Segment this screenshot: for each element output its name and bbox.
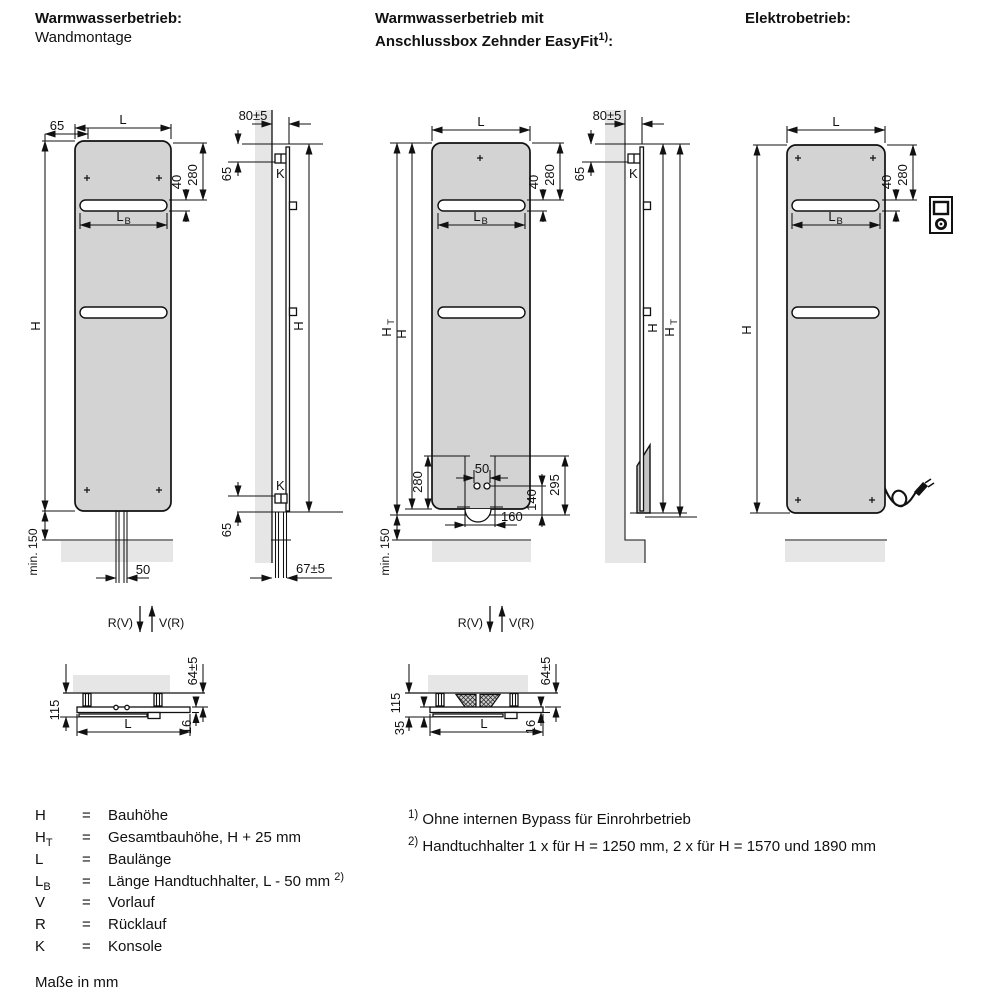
junction-box: [505, 713, 517, 719]
v1-dim-280: 280: [185, 164, 200, 186]
v1-dim-min150: min. 150: [26, 528, 40, 576]
flow-arrows-1: [108, 606, 185, 632]
header-2-line-1: Warmwasserbetrieb mit: [375, 10, 544, 27]
v2s-dim-H: H: [645, 323, 660, 333]
v1s-dim-67: 67±5: [296, 561, 325, 576]
footnote-1: $^{1)}$ Ohne internen Bypass für Einrohrbetrieb: [408, 809, 691, 828]
towel-bar-side: [644, 308, 651, 316]
legend-row-H: H = Bauhöhe: [35, 807, 169, 824]
legend-row-LB: $L_B$ = Länge Handtuchhalter, L - 50 mm $^{2)}$: [35, 871, 345, 893]
v1-flow-supply: V(R): [159, 616, 185, 630]
wall-band: [428, 675, 528, 692]
v2-dim-295: 295: [547, 474, 562, 496]
power-plug: [914, 482, 928, 496]
radiator-panel: [432, 143, 530, 509]
pipe-port: [125, 705, 129, 709]
v1-dim-40: 40: [169, 174, 184, 190]
s2-dim-64: 64±5: [538, 656, 553, 686]
v1-flow-return: R(V): [107, 616, 133, 630]
s2-dim-16: 16: [523, 719, 538, 735]
connection-port: [484, 483, 490, 489]
v1s-dim-H: H: [291, 321, 306, 331]
v2-dim-40: 40: [526, 174, 541, 190]
v2-dim-H: H: [394, 329, 409, 339]
bracket: [436, 694, 444, 707]
floor-band: [785, 541, 885, 562]
bracket: [83, 694, 91, 707]
pipe-port: [114, 705, 118, 709]
wall-band: [255, 110, 272, 563]
towel-bar-plan: [79, 714, 147, 717]
v2-dim-HT: H: [379, 327, 394, 337]
s1-dim-115: 115: [47, 699, 62, 721]
view2-side: [572, 108, 697, 563]
v2-dim-280-top: 280: [542, 164, 557, 186]
connection-dome: [465, 509, 491, 522]
view3-front: [739, 114, 952, 562]
towel-bar: [438, 200, 525, 211]
towel-bar-side: [290, 308, 297, 316]
junction-box: [148, 713, 160, 719]
v3-dim-L: L: [832, 114, 840, 129]
v3-dim-40: 40: [879, 174, 894, 190]
v1s-label-K-top: K: [276, 166, 285, 181]
v2-dim-140: 140: [524, 489, 539, 511]
v2-dim-LB: L: [473, 209, 481, 224]
v2s-dim-80: 80±5: [592, 108, 622, 123]
towel-bar-side: [644, 202, 651, 210]
v2-dim-50: 50: [474, 461, 490, 476]
v3-dim-LB: L: [828, 209, 836, 224]
v2-dim-min150: min. 150: [378, 528, 392, 576]
towel-bar: [80, 307, 167, 318]
v2-dim-L: L: [477, 114, 485, 129]
v1s-label-K-bottom: K: [276, 478, 285, 493]
section1-plan: [47, 657, 208, 736]
s1-dim-16: 16: [179, 719, 194, 735]
header-3-line-1: Elektrobetrieb:: [745, 10, 851, 27]
legend-row-R: R = Rücklauf: [35, 916, 167, 933]
connection-port: [474, 483, 480, 489]
v1s-dim-65-top: 65: [219, 166, 234, 182]
v2-dim-HT-sub: T: [386, 319, 397, 325]
v2s-label-K: K: [629, 166, 638, 181]
v3-dim-H: H: [739, 325, 754, 335]
v1s-dim-65-bottom: 65: [219, 522, 234, 538]
panel-plan: [430, 707, 543, 713]
v2-flow-supply: V(R): [509, 616, 535, 630]
flow-arrows-2: [458, 606, 535, 632]
electric-controller-icon: [930, 197, 952, 233]
legend-row-L: L = Baulänge: [35, 851, 172, 868]
view1-side: [219, 108, 343, 578]
v1-dim-H: H: [28, 321, 43, 331]
header-1-line-1: Warmwasserbetrieb:: [35, 10, 182, 27]
s1-dim-L: L: [124, 716, 132, 731]
v3-dim-280: 280: [895, 164, 910, 186]
v2-dim-160: 160: [501, 509, 523, 524]
towel-bar: [792, 307, 879, 318]
s2-dim-115: 115: [388, 692, 403, 714]
towel-bar-plan: [433, 714, 503, 717]
bracket: [154, 694, 162, 707]
footnote-2: $^{2)}$ Handtuchhalter 1 x für H = 1250 mm, 2 x für H = 1570 und 1890 mm: [408, 836, 876, 855]
towel-bar-side: [290, 202, 297, 210]
panel-plan: [77, 707, 190, 713]
easyfit-box-plan: [480, 695, 500, 708]
s1-dim-64: 64±5: [185, 656, 200, 686]
v2s-dim-65: 65: [572, 166, 587, 182]
footnotes: [408, 804, 876, 858]
easyfit-box-plan: [456, 695, 476, 708]
v1s-dim-80: 80±5: [238, 108, 268, 123]
header-2-line-2: Anschlussbox Zehnder EasyFit$^{1)}$:: [375, 31, 614, 50]
s2-dim-35: 35: [392, 720, 407, 736]
view2-front: [378, 114, 570, 576]
v2s-dim-HT: H: [662, 327, 677, 337]
v2s-dim-HT-sub: T: [669, 319, 680, 325]
v1-dim-65: 65: [49, 118, 65, 133]
v1-dim-LB-sub: B: [124, 216, 131, 227]
v2-dim-280-bottom: 280: [410, 471, 425, 493]
v1-dim-L: L: [119, 112, 127, 127]
v1-dim-50: 50: [135, 562, 151, 577]
v3-dim-LB-sub: B: [836, 216, 843, 227]
section2-plan: [388, 657, 561, 736]
power-cable: [884, 486, 918, 506]
towel-bar: [438, 307, 525, 318]
units-note: Maße in mm: [35, 974, 119, 991]
header-1-line-2: Wandmontage: [35, 29, 133, 46]
v2-dim-LB-sub: B: [481, 216, 488, 227]
v1-dim-LB: L: [116, 209, 124, 224]
v2-flow-return: R(V): [457, 616, 483, 630]
footnote-ref-1: 1): [598, 31, 609, 43]
bracket: [510, 694, 518, 707]
legend-row-HT: $H_T$ = Gesamtbauhöhe, H + 25 mm: [35, 829, 302, 849]
legend-row-V: V = Vorlauf: [35, 894, 155, 911]
wall-band: [73, 675, 170, 692]
floor-band: [432, 541, 531, 562]
floor-band: [61, 541, 173, 562]
legend-row-K: K = Konsole: [35, 938, 163, 955]
view1-front: [26, 112, 207, 583]
s2-dim-L: L: [480, 716, 488, 731]
radiator-panel: [75, 141, 171, 511]
